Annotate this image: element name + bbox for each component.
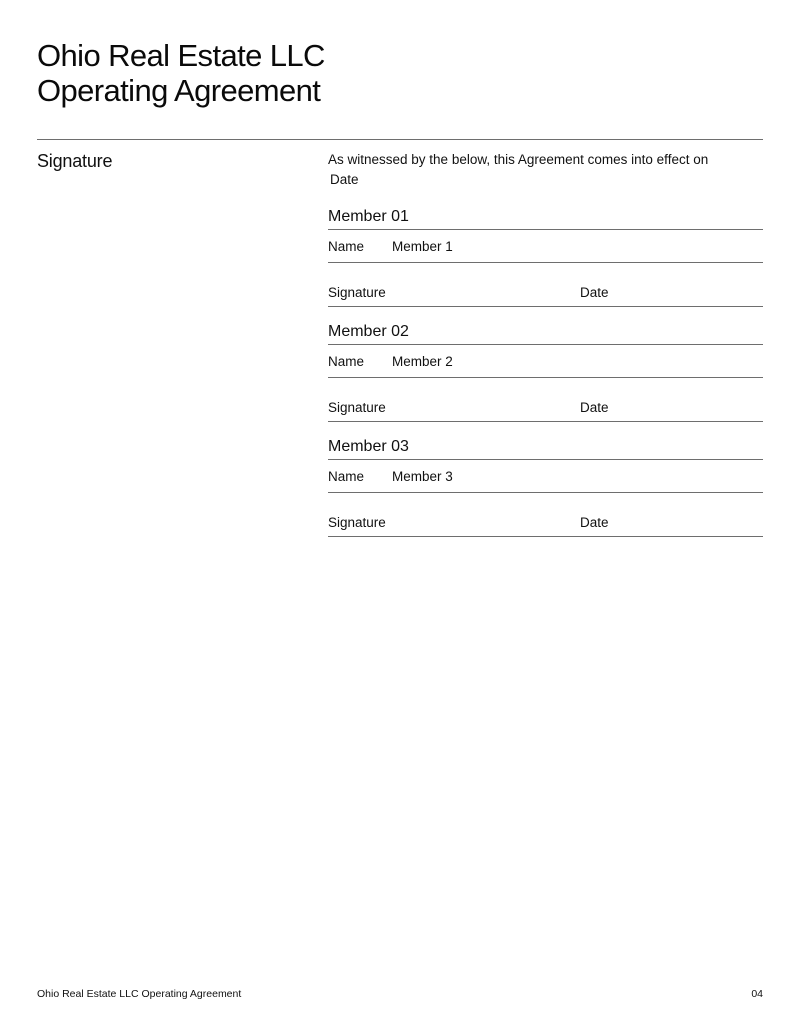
name-value: Member 3 bbox=[392, 469, 453, 484]
signature-date-row bbox=[328, 378, 763, 422]
page-footer bbox=[37, 988, 763, 1001]
signature-field[interactable]: Signature bbox=[328, 285, 386, 300]
document-title bbox=[37, 38, 325, 108]
name-field[interactable] bbox=[328, 345, 763, 378]
member-block-3 bbox=[328, 437, 763, 537]
date-field[interactable]: Date bbox=[580, 400, 609, 415]
name-value: Member 1 bbox=[392, 239, 453, 254]
title-line-1: Ohio Real Estate LLC bbox=[37, 38, 325, 73]
name-label: Name bbox=[328, 239, 365, 254]
name-label: Name bbox=[328, 469, 365, 484]
signature-block bbox=[328, 150, 763, 537]
signature-date-row bbox=[328, 493, 763, 537]
section-label: Signature bbox=[37, 151, 113, 171]
title-line-2: Operating Agreement bbox=[37, 73, 321, 108]
signature-field[interactable]: Signature bbox=[328, 515, 386, 530]
date-field[interactable]: Date bbox=[580, 285, 609, 300]
effective-statement: As witnessed by the below, this Agreement comes into effect on bbox=[328, 152, 709, 167]
name-field[interactable] bbox=[328, 230, 763, 263]
name-field[interactable] bbox=[328, 460, 763, 493]
member-block-2 bbox=[328, 322, 763, 422]
date-field[interactable]: Date bbox=[580, 515, 609, 530]
section-divider bbox=[37, 139, 763, 140]
footer-document-name: Ohio Real Estate LLC Operating Agreement bbox=[37, 988, 242, 1000]
member-heading: Member 01 bbox=[328, 207, 763, 230]
member-block-1 bbox=[328, 207, 763, 307]
member-heading: Member 02 bbox=[328, 322, 763, 345]
name-label: Name bbox=[328, 354, 365, 369]
signature-field[interactable]: Signature bbox=[328, 400, 386, 415]
signature-date-row bbox=[328, 263, 763, 307]
member-heading: Member 03 bbox=[328, 437, 763, 460]
name-value: Member 2 bbox=[392, 354, 453, 369]
page-number: 04 bbox=[751, 988, 763, 1000]
effective-date-field[interactable]: Date bbox=[330, 172, 359, 187]
